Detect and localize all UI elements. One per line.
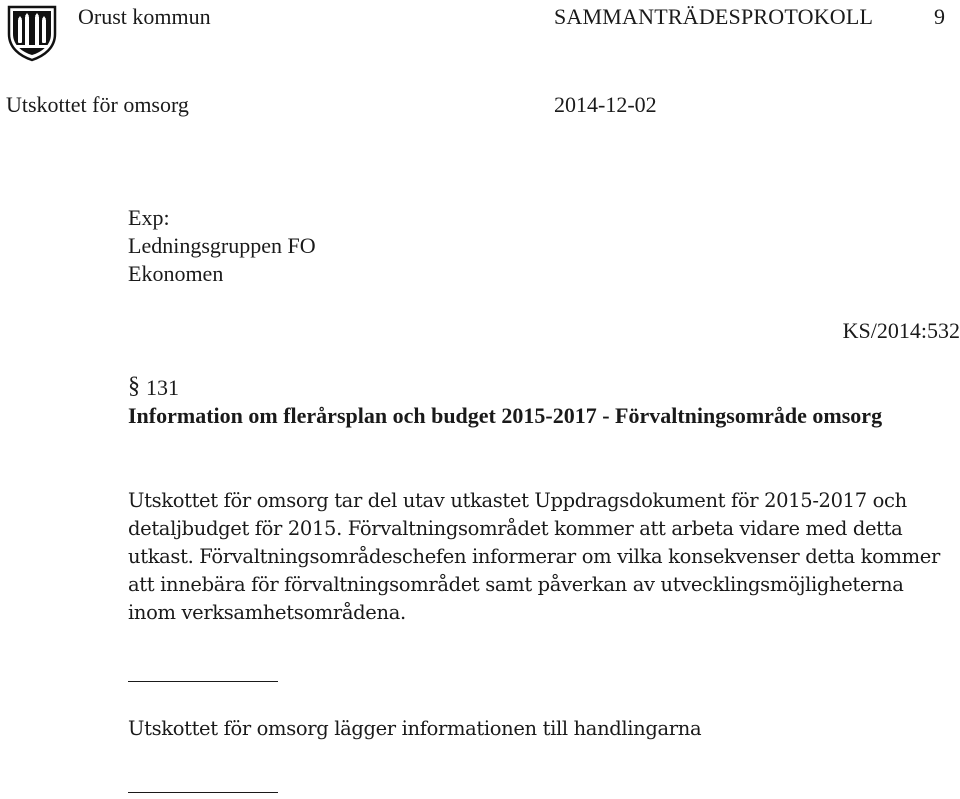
case-title: Information om flerårsplan och budget 2015-2017 - Förvaltningsområde omsorg xyxy=(128,403,883,428)
section-divider xyxy=(128,681,278,682)
body-line: att innebära för förvaltningsområdet samt påverkan av utvecklingsmöjligheterna xyxy=(128,573,904,596)
body-line: Utskottet för omsorg tar del utav utkastet Uppdragsdokument för 2015-2017 och xyxy=(128,489,907,512)
document-type: SAMMANTRÄDESPROTOKOLL xyxy=(554,4,874,29)
dispatch-label: Exp: xyxy=(128,205,170,230)
dispatch-recipient: Ekonomen xyxy=(128,261,224,286)
dispatch-list xyxy=(128,204,316,288)
decision-text: Utskottet för omsorg lägger informationen till handlingarna xyxy=(128,717,702,740)
body-line: detaljbudget för 2015. Förvaltningsområdet kommer att arbeta vidare med detta xyxy=(128,517,903,540)
dispatch-recipient: Ledningsgruppen FO xyxy=(128,233,316,258)
case-body xyxy=(128,487,958,627)
paragraph-number: 131 xyxy=(146,375,179,400)
meeting-date: 2014-12-02 xyxy=(554,92,657,117)
body-line: utkast. Förvaltningsområdeschefen informerar om vilka konsekvenser detta kommer xyxy=(128,545,940,568)
section-divider xyxy=(128,792,278,793)
case-reference: KS/2014:532 xyxy=(842,318,960,343)
committee-name: Utskottet för omsorg xyxy=(6,92,189,117)
paragraph-symbol: § xyxy=(128,373,140,399)
municipality-name: Orust kommun xyxy=(78,4,211,29)
page-number: 9 xyxy=(934,4,945,29)
municipality-coat-of-arms-logo xyxy=(6,4,58,62)
body-line: inom verksamhetsområdena. xyxy=(128,601,406,624)
